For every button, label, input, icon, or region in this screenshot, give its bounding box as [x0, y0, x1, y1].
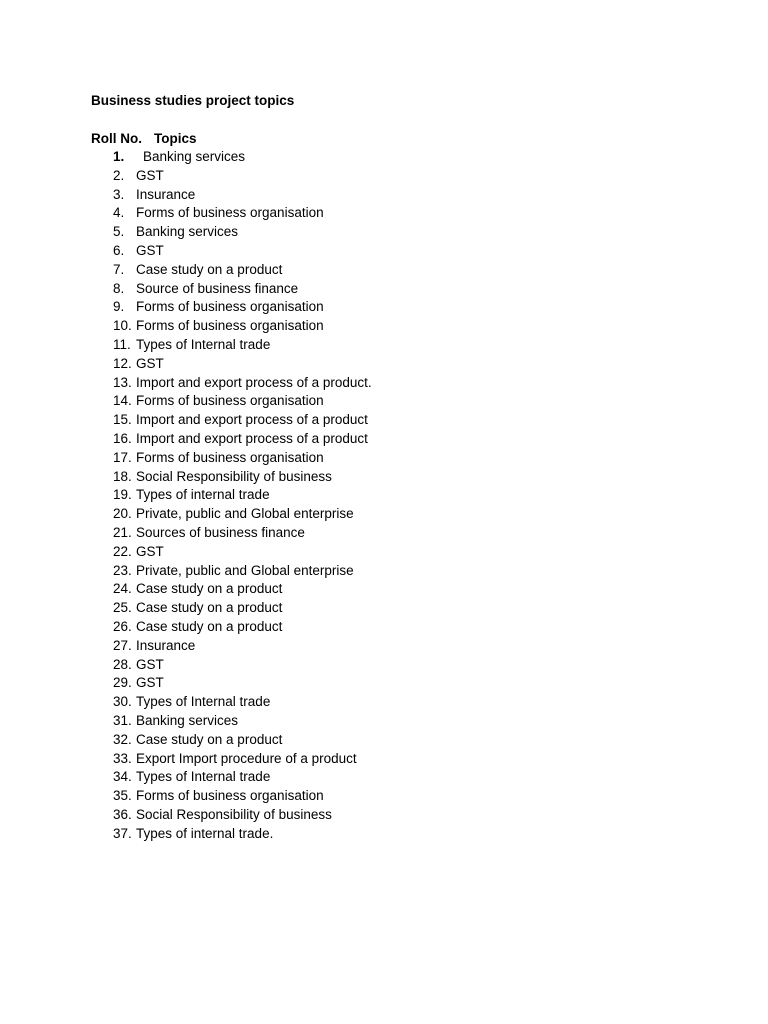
topic-label: Private, public and Global enterprise: [136, 506, 354, 522]
roll-number: 36.: [113, 806, 132, 822]
roll-number: 11.: [113, 336, 131, 352]
topic-label: Sources of business finance: [136, 524, 305, 540]
roll-number: 4.: [113, 205, 125, 221]
roll-number: 6.: [113, 242, 125, 258]
topic-label: Forms of business organisation: [136, 788, 324, 804]
topic-label: Types of internal trade.: [136, 825, 274, 841]
topic-label: Import and export process of a product: [136, 430, 368, 446]
topic-label: Forms of business organisation: [136, 205, 324, 221]
roll-number: 31.: [113, 712, 132, 728]
topic-label: Source of business finance: [136, 280, 299, 296]
topic-label: Forms of business organisation: [136, 449, 324, 465]
roll-number: 2.: [113, 167, 125, 183]
topic-label: Banking services: [136, 224, 239, 240]
roll-number: 7.: [113, 261, 125, 277]
topic-label: Banking services: [136, 712, 239, 728]
roll-number: 15.: [113, 412, 132, 428]
topic-label: Forms of business organisation: [136, 393, 324, 409]
document-title: Business studies project topics: [91, 93, 295, 108]
roll-number: 30.: [113, 694, 132, 710]
topics-header: Topics: [154, 131, 197, 146]
topic-label: Export Import procedure of a product: [136, 750, 357, 766]
roll-number: 18.: [113, 468, 132, 484]
roll-number: 23.: [113, 562, 132, 578]
topic-label: GST: [136, 242, 164, 258]
roll-number: 35.: [113, 788, 132, 804]
roll-no-header: Roll No.: [91, 131, 142, 146]
topic-label: Forms of business organisation: [136, 299, 324, 315]
roll-number: 37.: [113, 825, 132, 841]
roll-number: 20.: [113, 506, 132, 522]
topic-label: Types of Internal trade: [136, 769, 271, 785]
topic-label: Forms of business organisation: [136, 318, 324, 334]
topic-label: Case study on a product: [136, 618, 283, 634]
roll-number: 26.: [113, 618, 132, 634]
roll-number: 12.: [113, 355, 132, 371]
roll-number: 19.: [113, 487, 132, 503]
roll-number: 32.: [113, 731, 132, 747]
roll-number: 1.: [113, 149, 125, 164]
roll-number: 21.: [113, 524, 132, 540]
roll-number: 25.: [113, 600, 132, 616]
topic-label: Banking services: [143, 149, 246, 164]
topic-label: Case study on a product: [136, 600, 283, 616]
topic-label: GST: [136, 656, 164, 672]
topic-label: Types of internal trade: [136, 487, 270, 503]
topic-label: Types of Internal trade: [136, 336, 271, 352]
roll-number: 10.: [113, 318, 132, 334]
topic-label: Case study on a product: [136, 581, 283, 597]
topic-label: Insurance: [136, 186, 196, 202]
topic-label: GST: [136, 355, 164, 371]
roll-number: 14.: [113, 393, 132, 409]
topic-label: Social Responsibility of business: [136, 806, 332, 822]
roll-number: 29.: [113, 675, 132, 691]
topic-label: GST: [136, 675, 164, 691]
topic-label: Insurance: [136, 637, 196, 653]
roll-number: 16.: [113, 430, 132, 446]
topic-label: GST: [136, 543, 164, 559]
roll-number: 33.: [113, 750, 132, 766]
roll-number: 3.: [113, 186, 125, 202]
topic-label: Private, public and Global enterprise: [136, 562, 354, 578]
roll-number: 28.: [113, 656, 132, 672]
topic-label: Types of Internal trade: [136, 694, 271, 710]
roll-number: 34.: [113, 769, 132, 785]
topic-label: Social Responsibility of business: [136, 468, 332, 484]
roll-number: 22.: [113, 543, 132, 559]
topic-label: Case study on a product: [136, 261, 283, 277]
roll-number: 9.: [113, 299, 125, 315]
topic-label: Import and export process of a product.: [136, 374, 372, 390]
roll-number: 27.: [113, 637, 132, 653]
roll-number: 17.: [113, 449, 132, 465]
roll-number: 13.: [113, 374, 132, 390]
topic-label: Case study on a product: [136, 731, 283, 747]
roll-number: 24.: [113, 581, 132, 597]
topic-label: GST: [136, 167, 164, 183]
roll-number: 8.: [113, 280, 125, 296]
topic-label: Import and export process of a product: [136, 412, 368, 428]
roll-number: 5.: [113, 224, 125, 240]
list-header: [91, 130, 197, 148]
